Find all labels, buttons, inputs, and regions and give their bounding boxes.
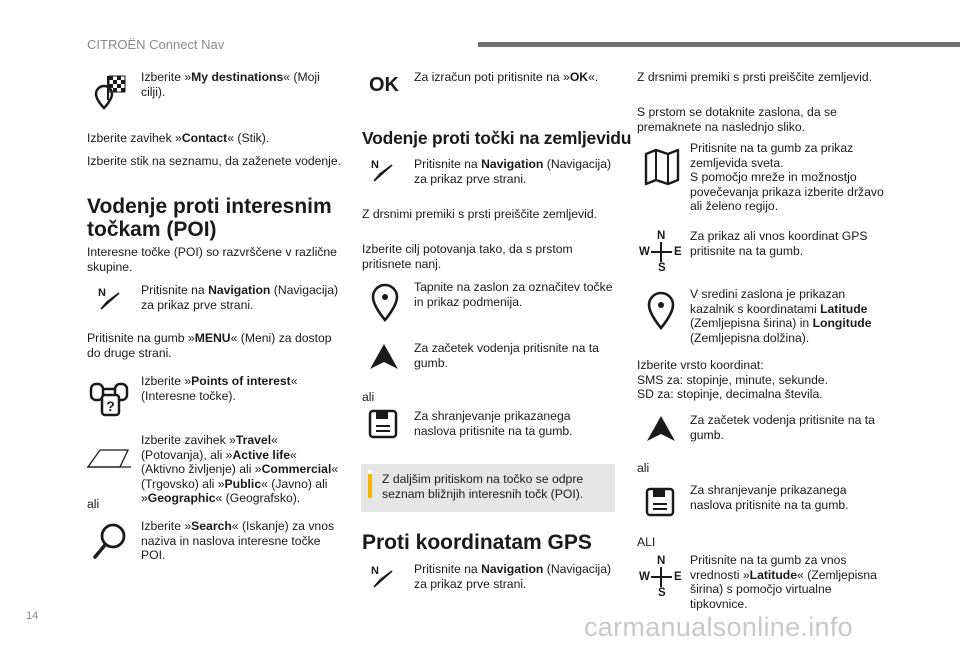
text: (Zemljepisna širina) in <box>690 316 813 331</box>
text: Pritisnite na ta gumb za vnos <box>690 553 847 567</box>
map-point-heading: Vodenje proti točki na zemljevidu <box>362 128 632 148</box>
text: naslova pritisnite na ta gumb. <box>414 423 573 438</box>
compass-s: S <box>658 262 666 274</box>
coordinate-type-text <box>637 358 828 402</box>
text: Pritisnite na <box>141 283 209 297</box>
text: in prikaz podmenija. <box>414 294 523 309</box>
text: Izberite » <box>141 519 192 533</box>
start-guidance-text <box>414 341 599 370</box>
text: Pritisnite na gumb » <box>87 331 195 345</box>
text: Tapnite na zaslon za označitev točke <box>414 280 613 294</box>
save-icon <box>645 486 675 518</box>
text-bold: Points of interest <box>191 374 291 388</box>
scroll-map-text: Z drsnimi premiki s prsti preiščite zemljevid. <box>362 207 597 221</box>
destination-flag-icon <box>86 72 132 112</box>
text: Izberite vrsto koordinat: <box>637 358 764 372</box>
text: gumb. <box>414 355 448 370</box>
text: « <box>290 447 297 462</box>
text: povečevanja prikaza izberite državo <box>690 184 884 199</box>
text: « (Stik). <box>227 131 270 145</box>
tap-screen-text <box>414 280 613 309</box>
categories-text <box>141 433 338 506</box>
svg-text:N: N <box>371 159 379 171</box>
text: za prikaz prve strani. <box>414 576 527 591</box>
contact-text <box>87 131 269 146</box>
start-guidance-icon <box>368 342 400 372</box>
text: Izberite » <box>141 374 192 388</box>
info-icon-dot <box>368 470 372 474</box>
text: S prstom se dotaknite zaslona, da se <box>637 105 837 119</box>
text: zemljevida sveta. <box>690 155 784 170</box>
text-bold: Longitude <box>812 316 872 331</box>
text: SD za: stopinje, decimalna števila. <box>637 387 823 402</box>
compass-w: W <box>639 246 650 258</box>
text-bold: Navigation <box>481 562 544 576</box>
save-text <box>414 409 573 438</box>
compass-n: N <box>657 230 666 242</box>
svg-text:?: ? <box>106 398 115 414</box>
text: Interesne točke (POI) so razvrščene v različne <box>87 245 337 259</box>
text-bold: Latitude <box>749 567 798 582</box>
text-bold: My destinations <box>191 70 284 84</box>
text: za prikaz prve strani. <box>414 171 527 186</box>
info-box <box>361 464 615 512</box>
ali-upper-text: ALI <box>637 535 656 549</box>
touch-screen-text <box>637 105 837 134</box>
text: Za začetek vodenja pritisnite na ta <box>414 341 599 355</box>
navigation-text <box>414 157 611 186</box>
text: naslova pritisnite na ta gumb. <box>690 497 849 512</box>
svg-text:N: N <box>98 287 106 299</box>
text: seznam bližnjih interesnih točk (POI). <box>382 486 584 501</box>
text: (Navigacija) <box>543 562 612 576</box>
text: Izberite zavihek » <box>87 131 182 145</box>
text: tipkovnice. <box>690 596 748 611</box>
text-bold: Commercial <box>261 462 332 477</box>
text: Z daljšim pritiskom na točko se odpre <box>382 472 584 486</box>
poi-heading <box>87 195 332 241</box>
text: «. <box>588 70 599 84</box>
save-icon <box>368 408 398 440</box>
gps-heading: Proti koordinatam GPS <box>362 531 592 554</box>
text: cilji). <box>141 84 166 99</box>
text: S pomočjo mreže in možnostjo <box>690 170 857 185</box>
text: « <box>290 374 298 388</box>
navigation-icon <box>95 285 125 315</box>
text: gumb. <box>690 427 724 442</box>
text: « (Javno) ali <box>261 476 328 491</box>
text: V sredini zaslona je prikazan <box>690 287 846 301</box>
text-bold: Contact <box>181 131 228 145</box>
search-icon <box>90 520 130 562</box>
compass-e: E <box>674 571 682 583</box>
page-number: 14 <box>26 610 39 622</box>
text: Za shranjevanje prikazanega <box>414 409 571 423</box>
text: Pritisnite na ta gumb za prikaz <box>690 141 854 155</box>
text: Za prikaz ali vnos koordinat GPS <box>690 229 868 243</box>
text: naziva in naslova interesne točke <box>141 533 321 548</box>
text: « (Zemljepisna <box>797 567 877 582</box>
text-bold: MENU <box>194 331 231 345</box>
text: Izberite cilj potovanja tako, da s prstom <box>362 242 573 256</box>
world-map-text <box>690 141 884 214</box>
ok-text <box>414 70 598 85</box>
map-pin-icon <box>644 290 678 332</box>
watermark: carmanualsonline.info <box>584 612 853 642</box>
gps-coordinates-text <box>690 229 867 258</box>
text: Izberite » <box>141 70 192 84</box>
center-indicator-text <box>690 287 871 345</box>
info-icon <box>368 470 372 498</box>
tab-icon <box>86 446 132 470</box>
compass-s: S <box>658 587 666 599</box>
text: (Navigacija) <box>543 157 612 171</box>
text-bold: Travel <box>235 433 272 447</box>
text-bold: Geographic <box>147 491 216 506</box>
map-pin-icon <box>368 282 402 324</box>
start-guidance-text <box>690 413 875 442</box>
compass-n: N <box>657 555 666 567</box>
navigation-icon <box>368 563 398 593</box>
text: « (Moji <box>283 70 320 84</box>
text: vrednosti » <box>690 567 750 582</box>
header-title: CITROËN Connect Nav <box>87 37 225 52</box>
navigation-text <box>141 283 338 312</box>
ali-text: ali <box>637 461 650 475</box>
compass-w: W <box>639 571 650 583</box>
text: (Interesne točke). <box>141 388 236 403</box>
ali-text: ali <box>87 497 100 511</box>
text-bold: Public <box>224 476 262 491</box>
points-of-interest-icon <box>88 377 134 417</box>
ali-text: ali <box>362 390 375 404</box>
text-bold: OK <box>569 70 589 84</box>
destinations-text <box>141 70 320 99</box>
text: do druge strani. <box>87 345 172 360</box>
ok-icon: OK <box>369 74 399 96</box>
svg-text:N: N <box>371 565 379 577</box>
text: » <box>141 491 148 506</box>
text: Za shranjevanje prikazanega <box>690 483 847 497</box>
navigation-text <box>414 562 611 591</box>
text-bold: Active life <box>232 447 291 462</box>
select-destination-text <box>362 242 573 271</box>
start-guidance-icon <box>645 414 677 444</box>
text: pritisnite na ta gumb. <box>690 243 804 258</box>
text: (Trgovsko) ali » <box>141 476 225 491</box>
compass-icon <box>639 555 685 601</box>
text: SMS za: stopinje, minute, sekunde. <box>637 372 829 387</box>
menu-text <box>87 331 332 360</box>
latitude-input-text <box>690 553 877 611</box>
text: Za izračun poti pritisnite na » <box>414 70 570 84</box>
select-contact-text: Izberite stik na seznamu, da zaženete vodenje. <box>87 154 342 168</box>
text: Pritisnite na <box>414 157 482 171</box>
text: (Navigacija) <box>270 283 339 297</box>
text: za prikaz prve strani. <box>141 297 254 312</box>
compass-icon <box>639 230 685 276</box>
text: POI. <box>141 548 166 563</box>
text-bold: Latitude <box>820 301 868 316</box>
search-text <box>141 519 334 563</box>
text: « (Iskanje) za vnos <box>231 519 335 533</box>
text: Za začetek vodenja pritisnite na ta <box>690 413 875 427</box>
header-bar <box>478 42 960 47</box>
text: kazalnik s koordinatami <box>690 301 821 316</box>
text: « (Geografsko). <box>215 491 301 506</box>
scroll-map-text: Z drsnimi premiki s prsti preiščite zemljevid. <box>637 70 872 84</box>
text: ali želeno regijo. <box>690 199 779 214</box>
points-of-interest-text <box>141 374 297 403</box>
navigation-icon <box>368 157 398 187</box>
world-map-icon <box>643 148 681 186</box>
text: širina) s pomočjo virtualne <box>690 582 832 597</box>
compass-e: E <box>674 246 682 258</box>
text: (Aktivno življenje) ali » <box>141 462 262 477</box>
text: skupine. <box>87 259 133 274</box>
text: (Zemljepisna dolžina). <box>690 330 810 345</box>
heading-line: točkam (POI) <box>87 218 217 241</box>
poi-intro-text <box>87 245 337 274</box>
heading-line: Vodenje proti interesnim <box>87 195 332 218</box>
text: premaknete na naslednjo sliko. <box>637 119 806 134</box>
text: (Potovanja), ali » <box>141 447 233 462</box>
text: pritisnete nanj. <box>362 256 442 271</box>
text: Izberite zavihek » <box>141 433 236 447</box>
text: « <box>331 462 339 477</box>
text: Pritisnite na <box>414 562 482 576</box>
text-bold: Search <box>191 519 232 533</box>
save-text <box>690 483 849 512</box>
text-bold: Navigation <box>481 157 544 171</box>
text: « <box>271 433 278 447</box>
text-bold: Navigation <box>208 283 271 297</box>
info-text <box>382 472 583 501</box>
text: « (Meni) za dostop <box>230 331 332 345</box>
